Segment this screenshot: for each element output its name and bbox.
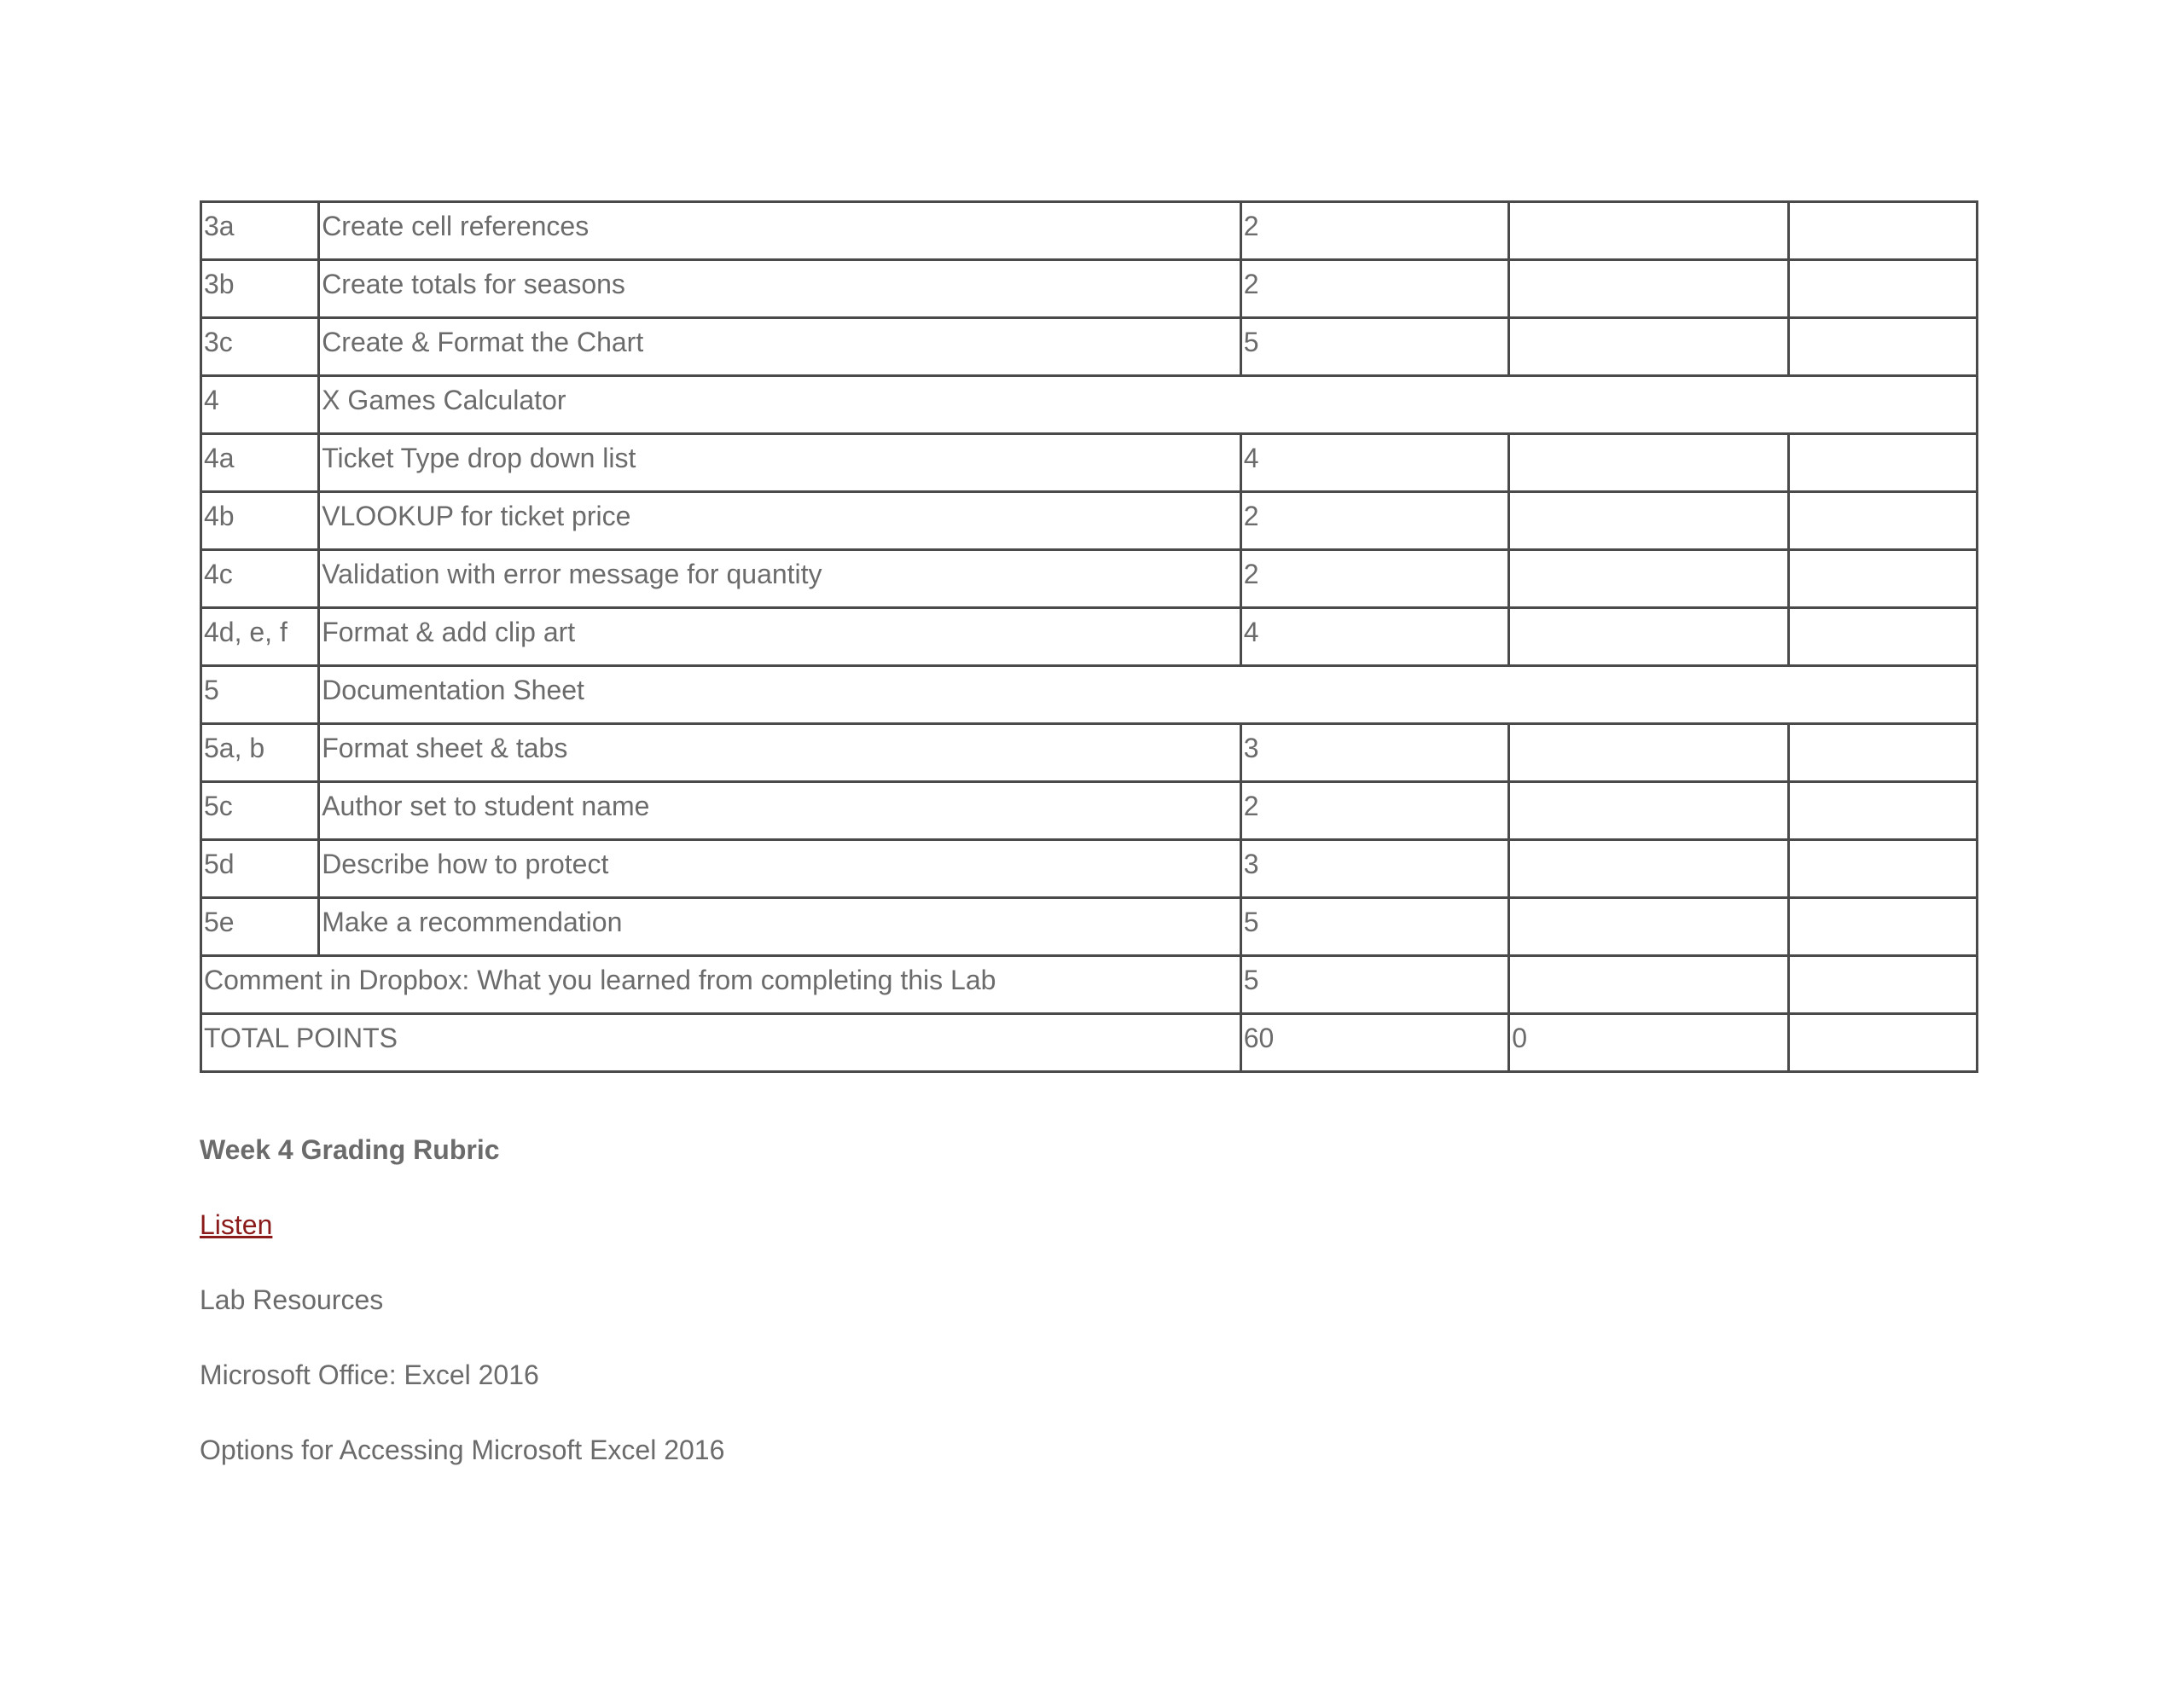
section-id: 5 [201,666,319,724]
item-comment [1788,202,1977,260]
item-description: VLOOKUP for ticket price [319,492,1241,550]
item-id: 5c [201,782,319,840]
item-comment [1788,840,1977,898]
excel-2016-text: Microsoft Office: Excel 2016 [200,1359,539,1390]
item-id: 3b [201,260,319,318]
item-description: Create cell references [319,202,1241,260]
item-points: 5 [1240,956,1508,1014]
item-description: Create & Format the Chart [319,318,1241,376]
item-comment [1788,724,1977,782]
section-id: 4 [201,376,319,434]
rubric-row-5ab [201,724,1978,782]
item-description: Create totals for seasons [319,260,1241,318]
rubric-row-total-points [201,1014,1978,1072]
rubric-section-5 [201,666,1978,724]
item-description: Comment in Dropbox: What you learned from completing this Lab [201,956,1241,1014]
item-score [1509,492,1788,550]
item-score [1509,434,1788,492]
item-score [1509,318,1788,376]
item-points: 5 [1240,318,1508,376]
rubric-row-4b [201,492,1978,550]
item-description: Format sheet & tabs [319,724,1241,782]
total-comment [1788,1014,1977,1072]
item-points: 2 [1240,782,1508,840]
item-score [1509,840,1788,898]
item-id: 4b [201,492,319,550]
item-id: 3a [201,202,319,260]
item-score [1509,956,1788,1014]
item-score [1509,782,1788,840]
section-title: X Games Calculator [319,376,1978,434]
item-points: 3 [1240,724,1508,782]
item-description: Author set to student name [319,782,1241,840]
rubric-row-3a [201,202,1978,260]
item-description: Format & add clip art [319,608,1241,666]
total-score: 0 [1509,1014,1788,1072]
rubric-row-5e [201,898,1978,956]
section-title: Documentation Sheet [319,666,1978,724]
item-comment [1788,898,1977,956]
item-score [1509,202,1788,260]
item-id: 4a [201,434,319,492]
item-score [1509,724,1788,782]
rubric-row-4a [201,434,1978,492]
item-id: 5a, b [201,724,319,782]
item-score [1509,608,1788,666]
item-description: Validation with error message for quantity [319,550,1241,608]
rubric-row-3b [201,260,1978,318]
lab-resources-text: Lab Resources [200,1284,384,1315]
item-comment [1788,492,1977,550]
rubric-row-4c [201,550,1978,608]
item-id: 4c [201,550,319,608]
rubric-row-3c [201,318,1978,376]
listen-link[interactable]: Listen [200,1209,273,1240]
item-points: 2 [1240,550,1508,608]
item-description: Describe how to protect [319,840,1241,898]
total-points: 60 [1240,1014,1508,1072]
item-comment [1788,608,1977,666]
item-points: 4 [1240,608,1508,666]
item-comment [1788,318,1977,376]
item-description: Make a recommendation [319,898,1241,956]
item-description: Ticket Type drop down list [319,434,1241,492]
rubric-heading: Week 4 Grading Rubric [200,1134,500,1165]
item-points: 2 [1240,492,1508,550]
item-comment [1788,956,1977,1014]
item-comment [1788,550,1977,608]
item-id: 4d, e, f [201,608,319,666]
rubric-section-4 [201,376,1978,434]
item-points: 4 [1240,434,1508,492]
item-id: 5d [201,840,319,898]
item-score [1509,550,1788,608]
rubric-row-dropbox-comment [201,956,1978,1014]
item-points: 5 [1240,898,1508,956]
rubric-row-5c [201,782,1978,840]
rubric-row-4def [201,608,1978,666]
item-points: 3 [1240,840,1508,898]
rubric-row-5d [201,840,1978,898]
item-comment [1788,782,1977,840]
item-points: 2 [1240,260,1508,318]
total-label: TOTAL POINTS [201,1014,1241,1072]
accessing-excel-text: Options for Accessing Microsoft Excel 2016 [200,1435,725,1465]
item-score [1509,898,1788,956]
item-comment [1788,434,1977,492]
item-id: 5e [201,898,319,956]
grading-rubric-table [200,200,1978,1073]
item-score [1509,260,1788,318]
item-id: 3c [201,318,319,376]
item-comment [1788,260,1977,318]
item-points: 2 [1240,202,1508,260]
